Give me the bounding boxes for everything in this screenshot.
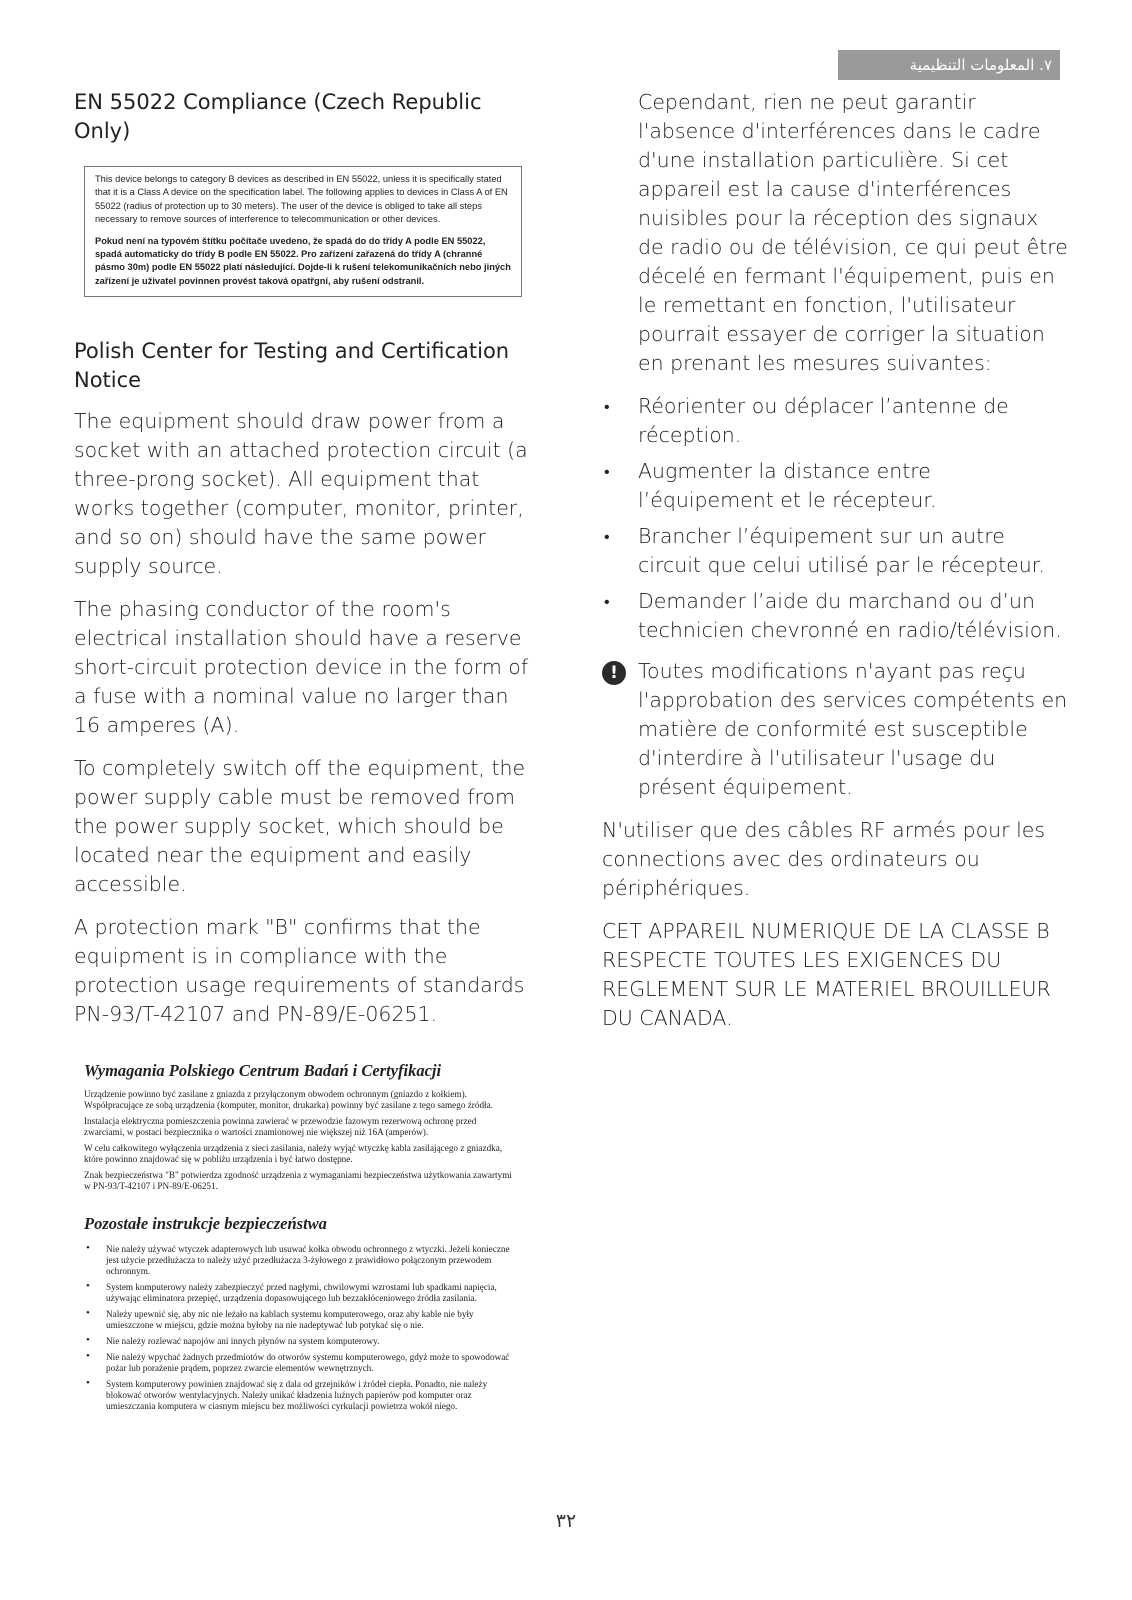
list-item: • Nie należy rozlewać napojów ani innych płynów na system komputerowy. <box>84 1336 514 1347</box>
bullet-dot: • <box>604 592 610 611</box>
french-measures-list <box>602 392 1068 645</box>
polish-paragraph: Instalacja elektryczna pomieszczenia powinna zawierać w przewodzie fazowym rezerwową ochronę przed zwarciami, w postaci bezpiecznika o wartości znamionowej nie większej niż 16A (amperów). <box>84 1116 477 1138</box>
left-column <box>74 88 540 1417</box>
bullet-dot: • <box>604 527 610 546</box>
en55022-english-text: This device belongs to category B devices as described in EN 55022, unless it is specifically stated that it is a Class A device on the specification label. The following applies to devices in Class A of EN 55022 (radius of protection up to 30 meters). The user of the device is obliged to take all steps necessary to remove sources of interference to telecommunication or other devices. <box>95 174 508 225</box>
paragraph: The phasing conductor of the room's electrical installation should have a reserve short-circuit protection device in the form of a fuse with a nominal value no larger than 16 amperes (A). <box>74 597 529 738</box>
paragraph: A protection mark "B" confirms that the equipment is in compliance with the protection usage requirements of standards PN-93/T-42107 and PN-89/E-06251. <box>74 915 525 1027</box>
list-item-text: Demander l’aide du marchand ou d’un technicien chevronné en radio/télévision. <box>638 589 1062 642</box>
polish-paragraph: Urządzenie powinno być zasilane z gniazda z przyłączonym obwodem ochronnym (gniazdo z kołkiem). Współpracujące ze sobą urządzenia (komputer, monitor, drukarka) powinny być zasilane z tego samego źródła. <box>84 1089 493 1111</box>
list-item <box>602 587 1068 645</box>
polish-requirements-image <box>84 1061 514 1412</box>
bullet-dot: • <box>604 397 610 416</box>
list-item-text: Augmenter la distance entre l’équipement et le récepteur. <box>638 459 937 512</box>
warning-notice <box>602 657 1068 802</box>
polish-center-heading: Polish Center for Testing and Certification Notice <box>74 339 510 393</box>
list-item: • Nie należy używać wtyczek adapterowych lub usuwać kołka obwodu ochronnego z wtyczki. Jeżeli konieczne jest użycie przedłużacza to należy użyć przedłużacza 3-żyłowego z prawidłowo połączonym przewodem ochronnym. <box>84 1244 514 1277</box>
en55022-notice-box <box>84 166 522 297</box>
section-label: ٧. المعلومات التنظيمية <box>909 56 1052 74</box>
list-item: • System komputerowy należy zabezpieczyć przed nagłymi, chwilowymi wzrostami lub spadkami napięcia, używając eliminatora przepięć, urządzenia dopasowującego lub bezzakłóceniowego źródła zasilania. <box>84 1282 514 1304</box>
list-item: • Nie należy wpychać żadnych przedmiotów do otworów systemu komputerowego, gdyż może to spowodować pożar lub porażenie prądem, poprzez zwarcie elementów wewnętrznych. <box>84 1352 514 1374</box>
paragraph: The equipment should draw power from a socket with an attached protection circuit (a three-prong socket). All equipment that works together (computer, monitor, printer, and so on) should have the same power supply source. <box>74 409 528 579</box>
section-header-tab <box>838 50 1060 80</box>
rf-cables-notice: N'utiliser que des câbles RF armés pour les connections avec des ordinateurs ou périphériques. <box>602 818 1046 900</box>
warning-icon: ! <box>602 661 626 685</box>
french-intro: Cependant, rien ne peut garantir l'absence d'interférences dans le cadre d'une installation particulière. Si cet appareil est la cause d'interférences nuisibles pour la réception des signaux de radio ou de télévision, ce qui peut être décelé en fermant l'équipement, puis en le remettant en fonction, l'utilisateur pourrait essayer de corriger la situation en prenant les mesures suivantes: <box>638 90 1068 375</box>
canada-notice: CET APPAREIL NUMERIQUE DE LA CLASSE B RESPECTE TOUTES LES EXIGENCES DU REGLEMENT SUR LE MATERIEL BROUILLEUR DU CANADA. <box>602 919 1051 1030</box>
list-item: • Należy upewnić się, aby nic nie leżało na kablach systemu komputerowego, oraz aby kable nie były umieszczone w miejscu, gdzie można byłoby na nie nadeptywać lub potykać się o nie. <box>84 1309 514 1331</box>
en55022-heading: EN 55022 Compliance (Czech Republic Only) <box>74 90 482 143</box>
polish-paragraph: W celu całkowitego wyłączenia urządzenia z sieci zasilania, należy wyjąć wtyczkę kabla zasilającego z gniazdka, które powinno znajdować się w pobliżu urządzenia i być łatwo dostępne. <box>84 1143 503 1165</box>
list-item: • System komputerowy powinien znajdować się z dala od grzejników i źródeł ciepła. Ponadto, nie należy blokować otworów wentylacyjnych. Należy unikać kładzenia luźnych papierów pod komputer oraz umieszczania komputera w ciasnym miejscu bez możliwości cyrkulacji powietrza wokół niego. <box>84 1379 514 1412</box>
polish-requirements-title: Wymagania Polskiego Centrum Badań i Certyfikacji <box>84 1061 442 1081</box>
paragraph: To completely switch off the equipment, the power supply cable must be removed from the power supply socket, which should be located near the equipment and easily accessible. <box>74 756 526 897</box>
list-item <box>602 392 1068 450</box>
right-column <box>602 88 1068 1047</box>
polish-safety-title: Pozostałe instrukcje bezpieczeństwa <box>84 1214 327 1234</box>
en55022-czech-text: Pokud není na typovém štítku počítače uvedeno, že spadá do do třídy A podle EN 55022, spadá automaticky do třídy B podle EN 55022. Pro zařízení zařazená do třídy A (chranné pásmo 30m) podle EN 55022 platí následující. Dojde-li k rušení telekomunikačních nebo jiných zařízení je uživatel povinnen provést taková opatřgní, aby rušení odstranil. <box>95 235 511 286</box>
list-item-text: Réorienter ou déplacer l’antenne de réception. <box>638 394 1009 447</box>
warning-text: Toutes modifications n'ayant pas reçu l'approbation des services compétents en matière de conformité est susceptible d'interdire à l'utilisateur l'usage du présent équipement. <box>638 659 1068 799</box>
polish-safety-list <box>84 1244 514 1412</box>
list-item-text: Brancher l’équipement sur un autre circuit que celui utilisé par le récepteur. <box>638 524 1045 577</box>
polish-paragraph: Znak bezpieczeństwa "B" potwierdza zgodność urządzenia z wymaganiami bezpieczeństwa użytkowania zawartymi w PN-93/T-42107 i PN-89/E-06251. <box>84 1170 512 1192</box>
list-item <box>602 457 1068 515</box>
bullet-dot: • <box>604 462 610 481</box>
list-item <box>602 522 1068 580</box>
page-number: ٣٢ <box>555 1510 577 1532</box>
